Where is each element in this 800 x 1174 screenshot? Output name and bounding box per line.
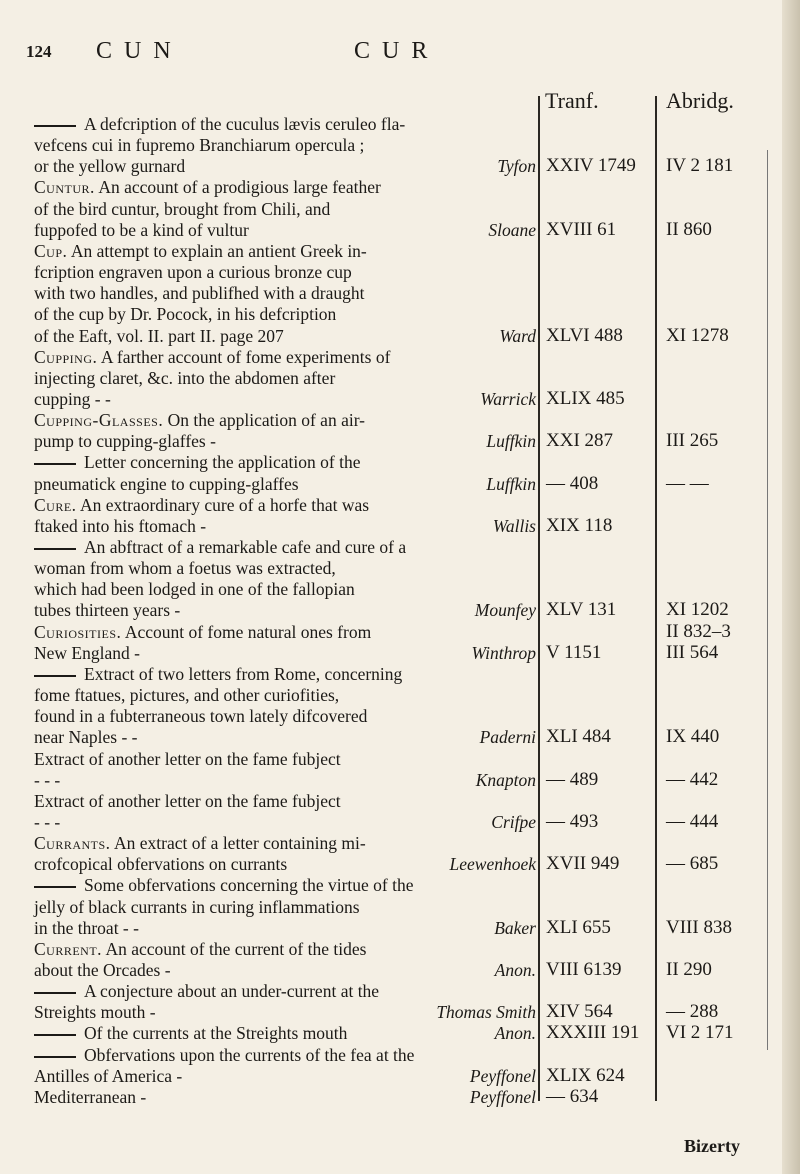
entry-description: An attempt to explain an antient Greek in- [70, 240, 367, 261]
entry-description: - - - [34, 811, 61, 832]
abridg-reference: VI 2 171 [666, 1022, 734, 1044]
entry-keyword: Current. [34, 938, 103, 959]
entry-description: A farther account of fome experiments of [100, 346, 391, 367]
entry-description: A conjecture about an under-current at the [84, 981, 380, 1002]
entry-author: Paderni [479, 727, 536, 748]
entry-author: Mounfey [474, 600, 536, 621]
entry-description: with two handles, and publifhed with a draught [34, 283, 365, 304]
entry-description: near Naples - - [34, 727, 138, 748]
entry-description: vefcens cui in fupremo Branchiarum opercula ; [34, 135, 365, 156]
entry-author: Warrick [480, 388, 536, 409]
trans-reference: — 634 [546, 1085, 599, 1107]
abridg-reference: IX 440 [666, 726, 720, 748]
entry-description: crofcopical obfervations on currants [34, 854, 288, 875]
entry-author: Tyfon [497, 156, 536, 177]
entry-author: Anon. [494, 1023, 536, 1044]
entry-author: Leewenhoek [449, 854, 536, 875]
running-head-right: C U R [354, 38, 431, 64]
entry-author: Sloane [488, 219, 536, 240]
abridg-reference: VIII 838 [666, 916, 732, 938]
entry-description: cupping - - [34, 388, 111, 409]
entry-author: Luffkin [486, 431, 536, 452]
entry-author: Knapton [475, 769, 536, 790]
trans-reference: XIX 118 [546, 514, 613, 536]
entry-description: Extract of another letter on the fame fubject [34, 748, 341, 769]
entry-keyword: Cup. [34, 240, 68, 261]
trans-reference: — 408 [546, 472, 599, 494]
column-header-abridg: Abridg. [666, 88, 734, 113]
repeat-dash [34, 548, 76, 550]
trans-reference: XLIX 485 [546, 387, 625, 409]
entry-description: - - - [34, 769, 61, 790]
entry-author: Ward [499, 325, 536, 346]
entry-description: An account of a prodigious large feather [98, 177, 381, 198]
entry-description: Some obfervations concerning the virtue of the [84, 875, 414, 896]
entry-description: pneumatick engine to cupping-glaffes [34, 473, 299, 494]
entry-author: Luffkin [486, 473, 536, 494]
repeat-dash [34, 1056, 76, 1058]
entry-author: Peyffonel [469, 1086, 536, 1107]
abridg-reference: XI 1278 [666, 324, 729, 346]
repeat-dash [34, 125, 76, 127]
entry-text [34, 1085, 536, 1109]
entry-description: found in a fubterraneous town lately difcovered [34, 706, 368, 727]
abridg-reference: II 832–3 [666, 620, 731, 642]
entry-description: New England - [34, 642, 140, 663]
trans-reference: XXI 287 [546, 430, 614, 452]
entry-description: pump to cupping-glaffes - [34, 431, 216, 452]
entry-description: tubes thirteen years - [34, 600, 181, 621]
abridg-reference: — — [666, 472, 709, 494]
abridg-reference: III 564 [666, 641, 719, 663]
entry-description: of the Eaft, vol. II. part II. page 207 [34, 325, 284, 346]
entry-description: fcription engraven upon a curious bronze cup [34, 262, 352, 283]
entry-description: An account of the current of the tides [105, 938, 367, 959]
entry-keyword: Cuntur. [34, 177, 95, 198]
trans-reference: XLV 131 [546, 599, 617, 621]
abridg-reference: II 860 [666, 218, 712, 240]
repeat-dash [34, 992, 76, 994]
entry-keyword: Curiosities. [34, 621, 122, 642]
trans-reference: VIII 6139 [546, 959, 622, 980]
entry-keyword: Cupping. [34, 346, 98, 367]
entry-description: An extraordinary cure of a horfe that was [79, 494, 370, 515]
entry-description: Mediterranean - [34, 1086, 147, 1107]
repeat-dash [34, 463, 76, 465]
entry-description: Extract of two letters from Rome, concerning [84, 663, 403, 684]
running-head-left: C U N [96, 38, 174, 64]
entry-description: On the application of an air- [167, 410, 365, 431]
entry-description: ftaked into his ftomach - [34, 515, 207, 536]
entry-description: Account of fome natural ones from [124, 621, 372, 642]
abridg-reference: — 444 [666, 810, 719, 832]
trans-reference: XIV 564 [546, 1001, 613, 1023]
entry-description: fome ftatues, pictures, and other curiofities, [34, 685, 340, 706]
entry-author: Winthrop [471, 642, 536, 663]
repeat-dash [34, 1034, 76, 1036]
entry-keyword: Cupping-Glasses. [34, 410, 164, 431]
entry-description: Letter concerning the application of the [84, 452, 361, 473]
entry-description: Obfervations upon the currents of the fea at the [84, 1044, 415, 1065]
trans-reference: XVIII 61 [546, 218, 617, 240]
entry-description: Antilles of America - [34, 1065, 183, 1086]
trans-reference: XLIX 624 [546, 1064, 625, 1086]
trans-reference: — 489 [546, 768, 599, 790]
abridg-reference: III 265 [666, 430, 719, 452]
entry-description: jelly of black currants in curing inflammations [34, 896, 360, 917]
abridg-reference: II 290 [666, 959, 712, 980]
entry-description: about the Orcades - [34, 960, 171, 980]
entry-description: or the yellow gurnard [34, 156, 186, 177]
entry-author: Anon. [494, 960, 536, 980]
repeat-dash [34, 675, 76, 677]
trans-reference: XVII 949 [546, 853, 620, 875]
entry-description: Extract of another letter on the fame fubject [34, 790, 341, 811]
trans-reference: XXIV 1749 [546, 155, 636, 177]
entry-description: An extract of a letter containing mi- [113, 833, 366, 854]
entry-description: woman from whom a foetus was extracted, [34, 558, 336, 579]
entry-author: Peyffonel [469, 1065, 536, 1086]
repeat-dash [34, 886, 76, 888]
trans-reference: XLVI 488 [546, 324, 623, 346]
entry-description: fuppofed to be a kind of vultur [34, 219, 249, 240]
entry-keyword: Currants. [34, 833, 111, 854]
page-number: 124 [26, 42, 52, 61]
abridg-reference: XI 1202 [666, 599, 729, 621]
entry-author: Baker [494, 917, 536, 938]
entry-description: An abftract of a remarkable cafe and cure of a [84, 537, 407, 557]
entry-keyword: Cure. [34, 494, 77, 515]
entry-description: in the throat - - [34, 917, 139, 938]
trans-reference: XXXIII 191 [546, 1022, 640, 1044]
entry-description: Of the currents at the Streights mouth [84, 1023, 348, 1044]
catchword: Bizerty [684, 1136, 740, 1156]
entry-author: Wallis [492, 515, 536, 536]
trans-reference: V 1151 [546, 641, 602, 663]
entry-description: of the cup by Dr. Pocock, in his defcription [34, 304, 337, 325]
entry-description: injecting claret, &c. into the abdomen after [34, 367, 336, 388]
abridg-reference: — 685 [666, 853, 719, 875]
trans-reference: XLI 655 [546, 916, 611, 938]
entry-description: Streights mouth - [34, 1002, 156, 1023]
entry-description: of the bird cuntur, brought from Chili, and [34, 198, 331, 219]
index-line [0, 1085, 800, 1109]
column-header-trans: Tranf. [545, 88, 599, 113]
entry-description: which had been lodged in one of the fallopian [34, 579, 355, 600]
entry-author: Crifpe [491, 811, 536, 832]
trans-reference: XLI 484 [546, 726, 611, 748]
abridg-reference: — 288 [666, 1001, 719, 1023]
trans-reference: — 493 [546, 810, 599, 832]
abridg-reference: — 442 [666, 768, 719, 790]
entry-author: Thomas Smith [436, 1002, 536, 1023]
abridg-reference: IV 2 181 [666, 155, 734, 177]
entry-description: A defcription of the cuculus lævis ceruleo fla- [84, 114, 406, 134]
